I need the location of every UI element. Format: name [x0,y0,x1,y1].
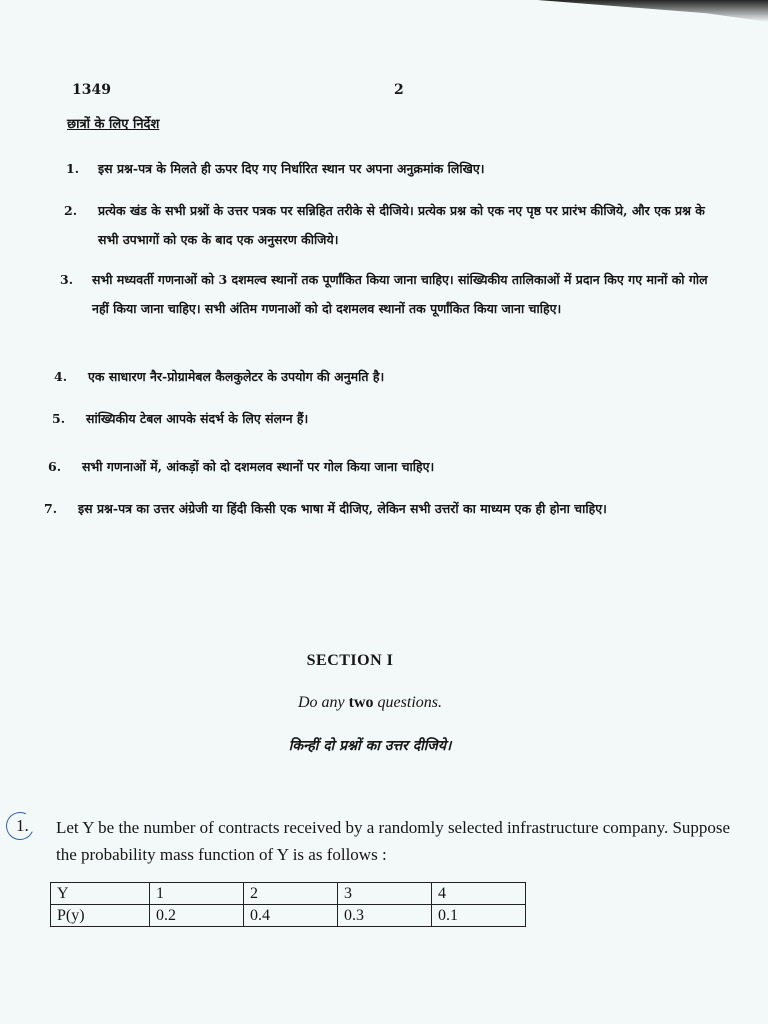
section-instruction-hindi: किन्हीं दो प्रश्नों का उत्तर दीजिये। [288,738,452,754]
instruction-number: 3. [60,272,74,287]
table-cell: 0.3 [338,905,432,927]
instruction-text: एक साधारण नैर-प्रोग्रामेबल कैलकुलेटर के उपयोग की अनुमति है। [88,369,385,384]
table-cell: 2 [244,883,338,905]
table-row [51,905,526,927]
table-row [51,883,526,905]
instruction-number: 4. [54,369,68,384]
instruction-number: 2. [64,203,78,218]
paper-code: 1349 [72,82,111,98]
section-instruction-count: two [348,694,374,711]
table-cell: 1 [150,883,244,905]
table-cell: 0.2 [150,905,244,927]
table-cell: 3 [338,883,432,905]
instruction-text: इस प्रश्न-पत्र का उत्तर अंग्रेजी या हिंदी किसी एक भाषा में दीजिए, लेकिन सभी उत्तरों का माध्यम एक ही होना चाहिए। [78,501,607,516]
instruction-number: 6. [48,459,62,474]
instruction-text: सभी मध्यवर्ती गणनाओं को 3 दशमल्व स्थानों तक पूर्णांकित किया जाना चाहिए। सांख्यिकीय तालिकाओं में प्रदान किए गए मानों को गोल नहीं किया जाना चाहिए। सभी अंतिम गणनाओं को दो दशमलव स्थानों तक पूर्णांकित किया जाना चाहिए। [92,272,708,316]
instructions-title: छात्रों के लिए निर्देश [67,117,160,132]
instruction-number: 7. [44,501,58,516]
instruction-text: प्रत्येक खंड के सभी प्रश्नों के उत्तर पत्रक पर सन्निहित तरीके से दीजिये। प्रत्येक प्रश्न को एक नए पृष्ठ पर प्रारंभ कीजिये, और एक प्रश्न के सभी उपभागों को एक के बाद एक अनुसरण कीजिये। [98,203,705,247]
instruction-number: 1. [66,161,80,176]
table-cell: 0.1 [432,905,526,927]
page-number: 2 [394,82,404,98]
table-cell: 0.4 [244,905,338,927]
table-cell: 4 [432,883,526,905]
section-instruction-pre: Do any [298,694,345,711]
instruction-text: इस प्रश्न-पत्र के मिलते ही ऊपर दिए गए निर्धारित स्थान पर अपना अनुक्रमांक लिखिए। [98,161,485,176]
pmf-table [50,882,526,927]
instruction-text: सभी गणनाओं में, आंकड़ों को दो दशमलव स्थानों पर गोल किया जाना चाहिए। [82,459,435,474]
table-cell: Y [51,883,150,905]
section-instruction-post: questions. [377,694,442,711]
table-cell: P(y) [51,905,150,927]
section-title: SECTION I [306,652,394,669]
instruction-number: 5. [52,411,66,426]
section-instruction [0,694,740,712]
page-shadow [0,0,768,22]
question-text: Let Y be the number of contracts received by a randomly selected infrastructure company. Suppose the probability mass function of Y is as follows : [56,818,731,864]
question-number: 1. [16,816,29,835]
instruction-text: सांख्यिकीय टेबल आपके संदर्भ के लिए संलग्न हैं। [86,411,309,426]
